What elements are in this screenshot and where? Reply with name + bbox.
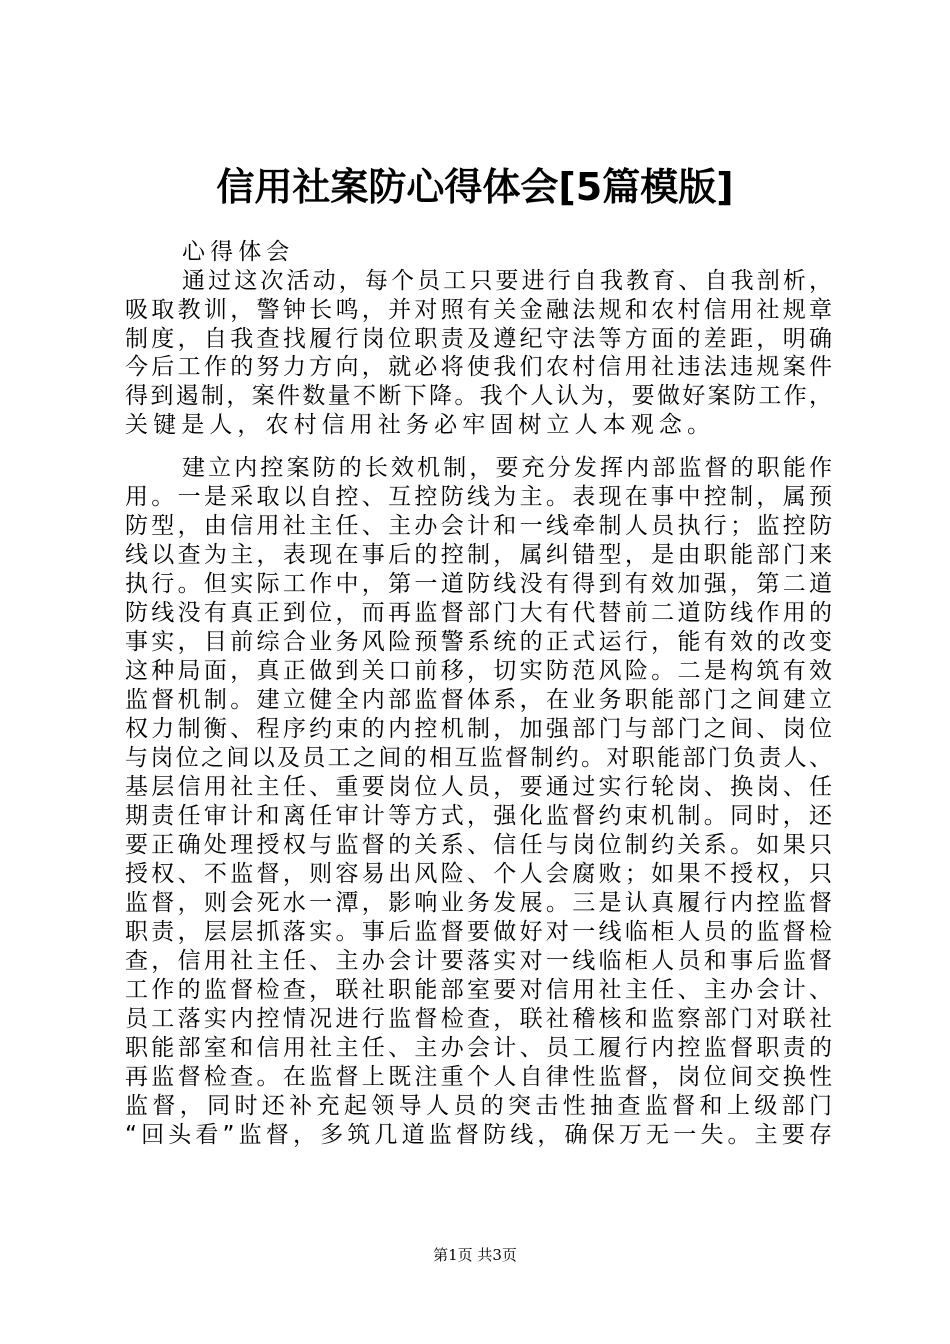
text-line: 监督机制。建立健全内部监督体系，在业务职能部门之间建立 (125, 687, 832, 713)
text-line: “回头看”监督，多筑几道监督防线，确保万无一失。主要存 (125, 1122, 832, 1148)
text-line: 防型，由信用社主任、主办会计和一线牵制人员执行；监控防 (125, 513, 832, 539)
text-line: 与岗位之间以及员工之间的相互监督制约。对职能部门负责人、 (125, 745, 832, 771)
text-line: 再监督检查。在监督上既注重个人自律性监督，岗位间交换性 (125, 1064, 832, 1090)
text-line: 期责任审计和离任审计等方式，强化监督约束机制。同时，还 (125, 803, 832, 829)
text-line: 基层信用社主任、重要岗位人员，要通过实行轮岗、换岗、任 (125, 774, 832, 800)
text-line: 执行。但实际工作中，第一道防线没有得到有效加强，第二道 (125, 571, 832, 597)
text-line: 用。一是采取以自控、互控防线为主。表现在事中控制，属预 (125, 484, 832, 510)
text-line: 今后工作的努力方向，就必将使我们农村信用社违法违规案件 (125, 354, 832, 380)
page-footer: 第1页 共3页 (433, 1246, 517, 1264)
text-line: 线以查为主，表现在事后的控制，属纠错型，是由职能部门来 (125, 542, 832, 568)
text-line: 职责，层层抓落实。事后监督要做好对一线临柜人员的监督检 (125, 919, 832, 945)
text-line: 建立内控案防的长效机制，要充分发挥内部监督的职能作 (182, 455, 832, 481)
text-line: 防线没有真正到位，而再监督部门大有代替前二道防线作用的 (125, 600, 832, 626)
text-line: 监督，同时还补充起领导人员的突击性抽查监督和上级部门 (125, 1093, 832, 1119)
text-line: 员工落实内控情况进行监督检查，联社稽核和监察部门对联社 (125, 1006, 832, 1032)
document-title: 信用社案防心得体会[5篇模版] (216, 165, 734, 209)
text-line: 监督，则会死水一潭，影响业务发展。三是认真履行内控监督 (125, 890, 832, 916)
text-line: 通过这次活动，每个员工只要进行自我教育、自我剖析， (182, 268, 832, 294)
text-line: 得到遏制，案件数量不断下降。我个人认为，要做好案防工作， (125, 383, 832, 409)
text-line: 职能部室和信用社主任、主办会计、员工履行内控监督职责的 (125, 1035, 832, 1061)
text-line: 查，信用社主任、主办会计要落实对一线临柜人员和事后监督 (125, 948, 832, 974)
text-line: 工作的监督检查，联社职能部室要对信用社主任、主办会计、 (125, 977, 832, 1003)
section-heading: 心得体会 (182, 239, 295, 265)
text-line: 制度，自我查找履行岗位职责及遵纪守法等方面的差距，明确 (125, 326, 832, 352)
text-line: 这种局面，真正做到关口前移，切实防范风险。二是构筑有效 (125, 658, 832, 684)
text-line: 权力制衡、程序约束的内控机制，加强部门与部门之间、岗位 (125, 716, 832, 742)
text-line: 关键是人，农村信用社务必牢固树立人本观念。 (125, 412, 716, 438)
text-line: 吸取教训，警钟长鸣，并对照有关金融法规和农村信用社规章 (125, 297, 832, 323)
text-line: 要正确处理授权与监督的关系、信任与岗位制约关系。如果只 (125, 832, 832, 858)
text-line: 授权、不监督，则容易出风险、个人会腐败；如果不授权，只 (125, 861, 832, 887)
text-line: 事实，目前综合业务风险预警系统的正式运行，能有效的改变 (125, 629, 832, 655)
